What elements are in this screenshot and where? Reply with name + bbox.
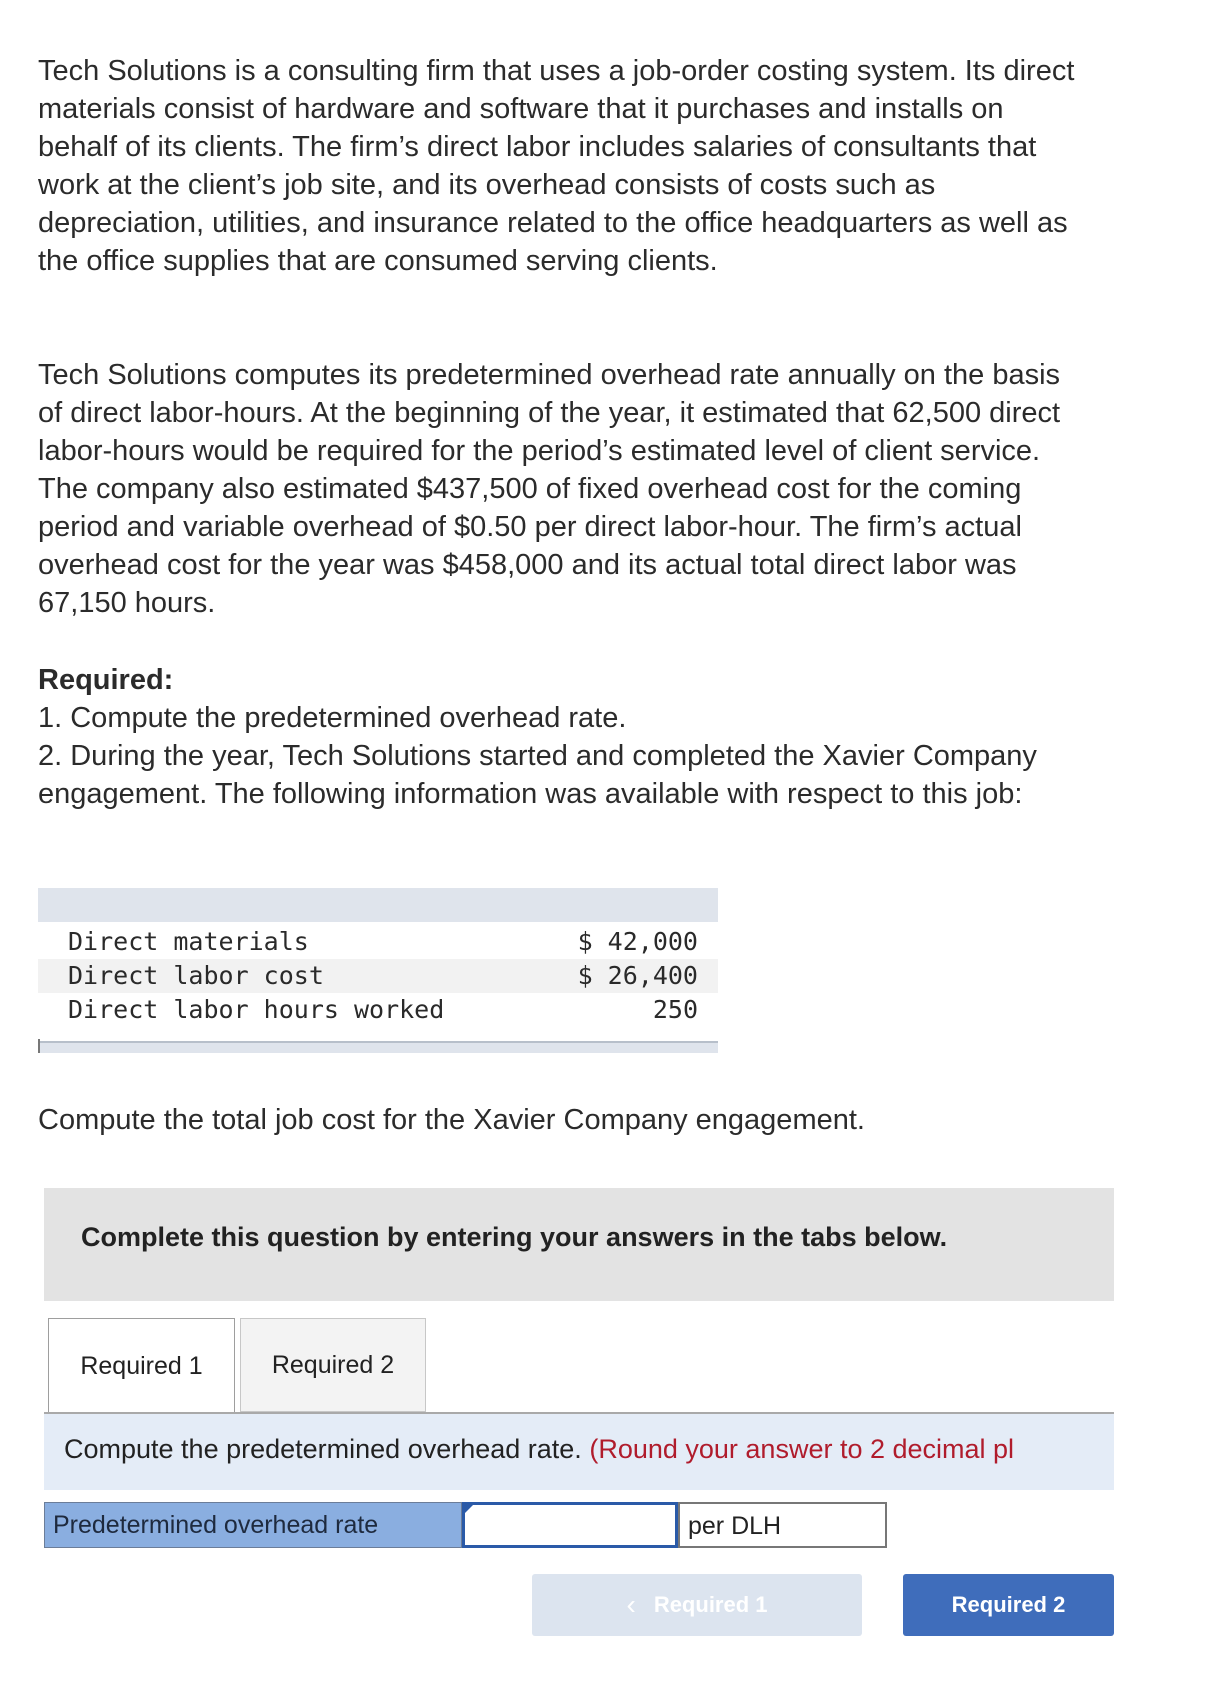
intro-paragraph-2: Tech Solutions computes its predetermined overhead rate annually on the basis of direct labor-hours. At the beginning of the year, it estimated that 62,500 direct labor-hours would be required for the period’s estimated level of client service. The company also estimated $437,500 of fixed overhead cost for the coming period and variable overhead of $0.50 per direct labor-hour. The firm’s actual overhead cost for the year was $458,000 and its actual total direct labor was 67,150 hours. (38, 359, 1061, 619)
required-item-1: 1. Compute the predetermined overhead rate. (38, 702, 627, 734)
answer-row (44, 1502, 887, 1550)
instruction-line (64, 1434, 1014, 1465)
chevron-left-icon: ‹ (626, 1589, 636, 1620)
row-label: Direct labor hours worked (68, 995, 445, 1024)
tab-instruction (44, 1414, 1114, 1490)
job-data-table (38, 888, 718, 1053)
previous-required-button[interactable] (532, 1574, 862, 1636)
input-corner-marker (464, 1504, 474, 1514)
row-label: Direct labor cost (68, 961, 324, 990)
tab-required-1[interactable]: Required 1 (48, 1318, 235, 1414)
previous-button-label: Required 1 (653, 1592, 768, 1617)
overhead-rate-input[interactable] (462, 1502, 678, 1548)
table-row (38, 959, 718, 993)
banner-text: Complete this question by entering your answers in the tabs below. (81, 1222, 948, 1252)
question-2-prompt: Compute the total job cost for the Xavier Company engagement. (38, 1104, 865, 1136)
table-edge-mark (38, 1039, 40, 1053)
table-header-bar (38, 888, 718, 922)
table-footer-bar (38, 1041, 718, 1053)
tab-required-2[interactable]: Required 2 (240, 1318, 426, 1412)
instruction-text: Compute the predetermined overhead rate. (64, 1434, 582, 1464)
required-heading: Required: (38, 664, 174, 696)
rounding-note: (Round your answer to 2 decimal pl (589, 1434, 1015, 1464)
table-row (38, 925, 718, 959)
unit-label: per DLH (678, 1502, 887, 1548)
next-required-button[interactable]: Required 2 (903, 1574, 1114, 1636)
row-value: 250 (652, 995, 698, 1024)
required-section (38, 661, 1078, 813)
row-label: Direct materials (68, 927, 309, 956)
row-value: $ 26,400 (577, 961, 698, 990)
row-value: $ 42,000 (577, 927, 698, 956)
instructions-banner (44, 1188, 1114, 1301)
table-row (38, 993, 718, 1027)
intro-paragraph-1: Tech Solutions is a consulting firm that uses a job-order costing system. Its direct materials consist of hardware and software that it purchases and installs on behalf of its clients. The firm’s direct labor includes salaries of consultants that work at the client’s job site, and its overhead consists of costs such as depreciation, utilities, and insurance related to the office headquarters as well as the office supplies that are consumed serving clients. (38, 55, 1075, 277)
answer-label: Predetermined overhead rate (44, 1502, 462, 1548)
required-item-2: 2. During the year, Tech Solutions started and completed the Xavier Company engagement. The following information was available with respect to this job: (38, 740, 1037, 810)
